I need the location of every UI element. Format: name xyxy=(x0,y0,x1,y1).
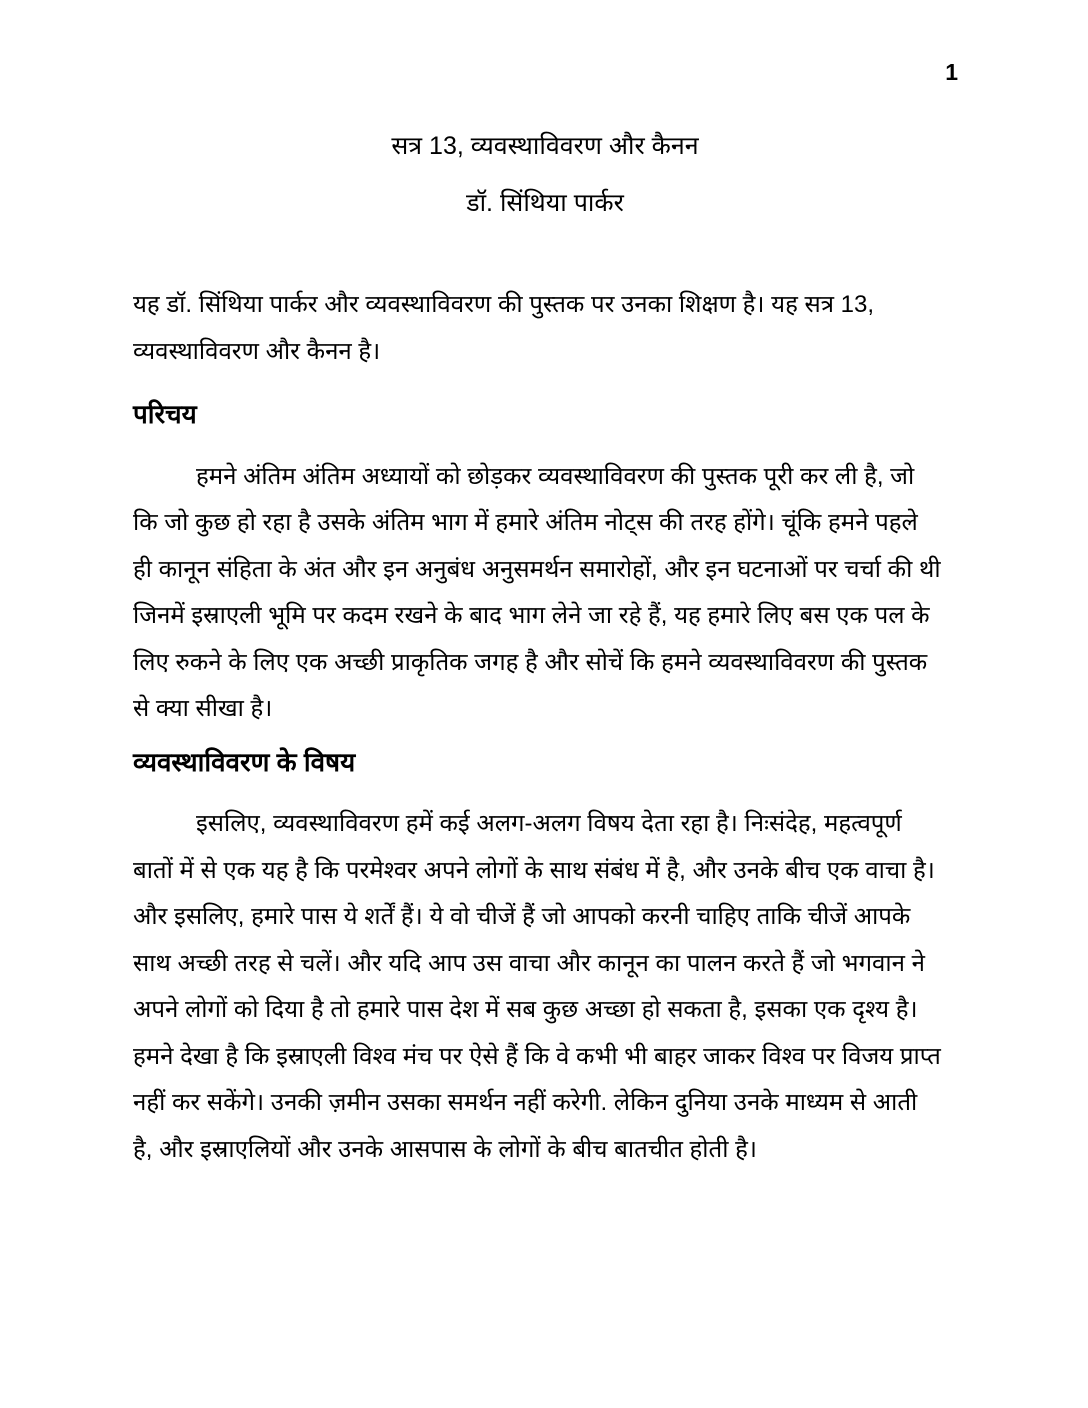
paragraph-line: लिए रुकने के लिए एक अच्छी प्राकृतिक जगह है और सोचें कि हमने व्यवस्थाविवरण की पुस्तक xyxy=(133,648,928,676)
title-block xyxy=(133,118,957,232)
paragraph-line: कि जो कुछ हो रहा है उसके अंतिम भाग में हमारे अंतिम नोट्स की तरह होंगे। चूंकि हमने पहले xyxy=(133,509,918,536)
paragraph-line: ही कानून संहिता के अंत और इन अनुबंध अनुसमर्थन समारोहों, और इन घटनाओं पर चर्चा की थी xyxy=(133,555,941,583)
page-number: 1 xyxy=(945,59,958,85)
paragraph-line: और इसलिए, हमारे पास ये शर्तें हैं। ये वो चीजें हैं जो आपको करनी चाहिए ताकि चीजें आपके xyxy=(133,903,911,930)
themes-paragraph xyxy=(133,801,957,1173)
paragraph-line: जिनमें इस्राएली भूमि पर कदम रखने के बाद भाग लेने जा रहे हैं, यह हमारे लिए बस एक पल के xyxy=(133,602,930,629)
paragraph-line: इसलिए, व्यवस्थाविवरण हमें कई अलग-अलग विषय देता रहा है। निःसंदेह, महत्वपूर्ण xyxy=(196,810,902,837)
paragraph-line: व्यवस्थाविवरण और कैनन है। xyxy=(133,337,381,365)
document-author: डॉ. सिंथिया पार्कर xyxy=(466,189,624,217)
paragraph-line: नहीं कर सकेंगे। उनकी ज़मीन उसका समर्थन नहीं करेगी. लेकिन दुनिया उनके माध्यम से आती xyxy=(133,1089,918,1116)
paragraph-line: है, और इस्राएलियों और उनके आसपास के लोगों के बीच बातचीत होती है। xyxy=(133,1135,757,1163)
paragraph-line: से क्या सीखा है। xyxy=(133,695,273,722)
paragraph-line: हमने देखा है कि इस्राएली विश्व मंच पर ऐसे हैं कि वे कभी भी बाहर जाकर विश्व पर विजय प्राप्त xyxy=(133,1042,941,1070)
document-title: सत्र 13, व्यवस्थाविवरण और कैनन xyxy=(391,132,699,160)
paragraph-line: साथ अच्छी तरह से चलें। और यदि आप उस वाचा और कानून का पालन करते हैं जो भगवान ने xyxy=(133,949,925,977)
paragraph-line: बातों में से एक यह है कि परमेश्वर अपने लोगों के साथ संबंध में है, और उनके बीच एक वाचा है। xyxy=(133,856,935,884)
paragraph-line: यह डॉ. सिंथिया पार्कर और व्यवस्थाविवरण की पुस्तक पर उनका शिक्षण है। यह सत्र 13, xyxy=(133,291,875,318)
paragraph-line: हमने अंतिम अंतिम अध्यायों को छोड़कर व्यवस्थाविवरण की पुस्तक पूरी कर ली है, जो xyxy=(196,462,915,490)
intro-paragraph xyxy=(133,282,957,375)
paragraph-line: अपने लोगों को दिया है तो हमारे पास देश में सब कुछ अच्छा हो सकता है, इसका एक दृश्य है। xyxy=(133,996,918,1023)
section-heading-themes: व्यवस्थाविवरण के विषय xyxy=(133,746,356,777)
section-heading-introduction: परिचय xyxy=(133,399,197,429)
introduction-paragraph xyxy=(133,454,957,733)
